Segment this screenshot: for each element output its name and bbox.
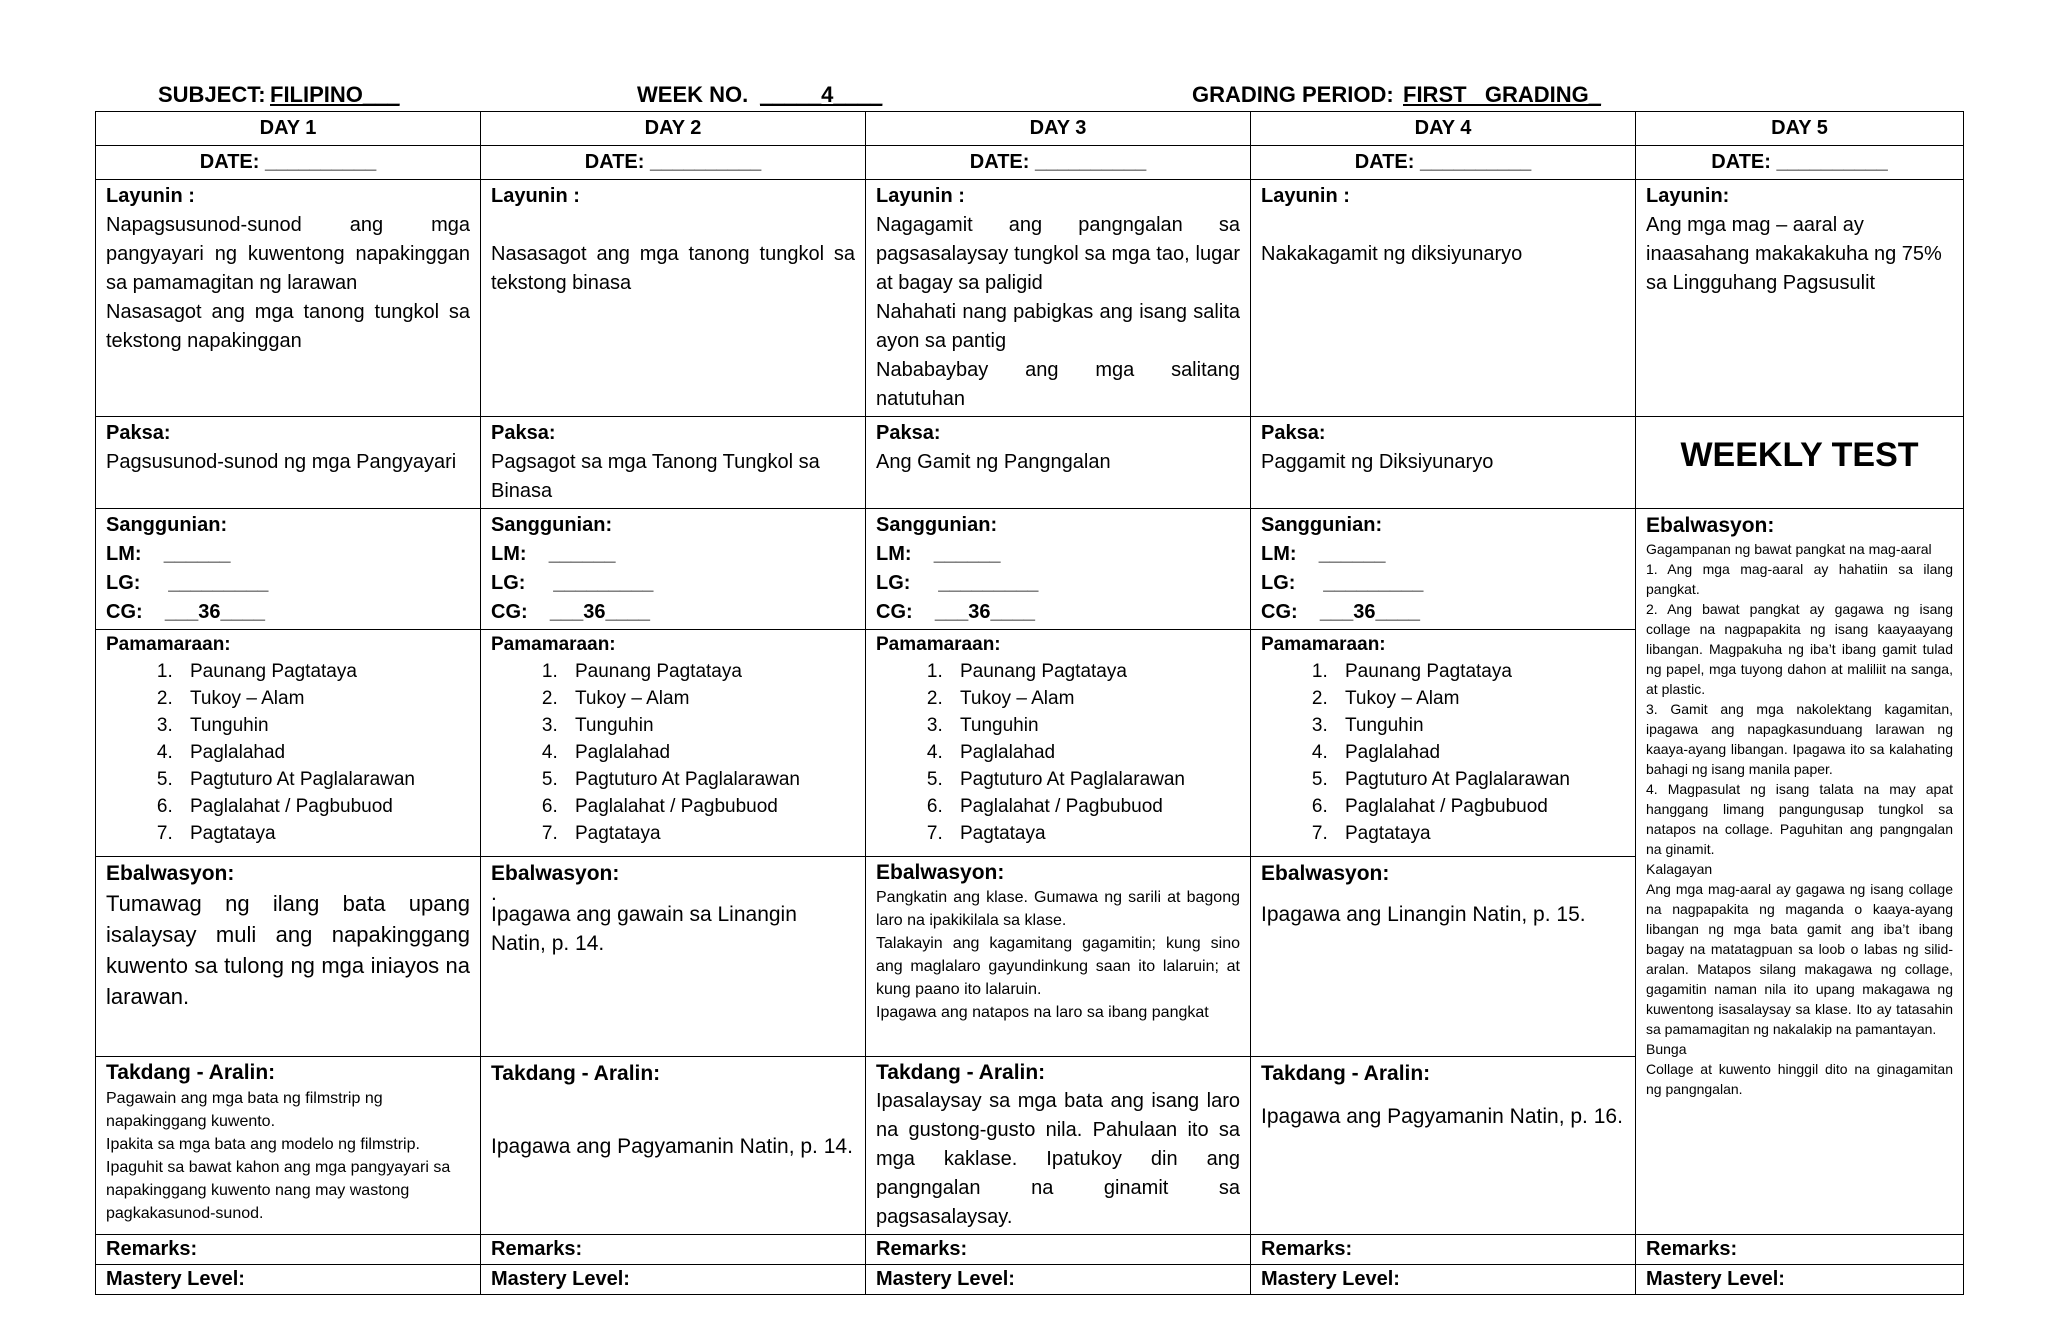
day-2-mastery: Mastery Level: <box>481 1265 866 1295</box>
ebalwasyon-intro: Gagampanan ng bawat pangkat na mag-aaral <box>1646 541 1932 557</box>
paksa-text: Ang Gamit ng Pangngalan <box>876 451 1111 473</box>
step-item: 5. Pagtuturo At Paglalarawan <box>1333 766 1625 793</box>
layunin-text: Nasasagot ang mga tanong tungkol sa tekstong napakinggan <box>106 301 470 352</box>
mastery-row <box>96 1265 1964 1295</box>
layunin-label: Layunin : <box>491 185 580 207</box>
day-1-header: DAY 1 <box>96 112 481 146</box>
bunga-label: Bunga <box>1646 1041 1687 1057</box>
sanggunian-label: Sanggunian: <box>876 514 998 536</box>
step-item: 7. Pagtataya <box>178 820 470 847</box>
day-3-layunin <box>866 180 1251 417</box>
step-item: 2. Tukoy – Alam <box>1333 685 1625 712</box>
step-item: 6. Paglalahat / Pagbubuod <box>563 793 855 820</box>
takdang-text: Ipaguhit sa bawat kahon ang mga pangyayari sa napakinggang kuwento nang may wastong pagkakasunod-sunod. <box>106 1159 451 1222</box>
day-3-date: DATE: __________ <box>866 146 1251 180</box>
day-2-sanggunian <box>481 509 866 630</box>
step-item: 4. Paglalahad <box>178 739 470 766</box>
step-item: 7. Pagtataya <box>1333 820 1625 847</box>
day-1-layunin <box>96 180 481 417</box>
takdang-text: Ipasalaysay sa mga bata ang isang laro na gustong-gusto nila. Pahulaan ito sa mga kaklase. Ipatukoy din ang pangngalan na ginamit sa pagsasalaysay. <box>876 1090 1240 1228</box>
paksa-text: Pagsagot sa mga Tanong Tungkol sa Binasa <box>491 451 820 502</box>
kalagayan-label: Kalagayan <box>1646 861 1713 877</box>
day-4-sanggunian <box>1251 509 1636 630</box>
lg-ref: LG: _________ <box>491 572 654 594</box>
day-2-remarks: Remarks: <box>481 1235 866 1265</box>
day-4-ebalwasyon <box>1251 857 1636 1057</box>
cg-ref: CG: ___36____ <box>876 601 1035 623</box>
grading-period-value: FIRST GRADING_ <box>1403 82 1602 107</box>
week-label: WEEK NO. <box>637 82 755 107</box>
step-item: 3. Tunguhin <box>563 712 855 739</box>
day-2-date: DATE: __________ <box>481 146 866 180</box>
day-3-paksa <box>866 417 1251 509</box>
ebalwasyon-label: Ebalwasyon: <box>876 861 1005 884</box>
day-4-layunin <box>1251 180 1636 417</box>
layunin-label: Layunin: <box>1646 185 1730 207</box>
step-item: 4. Paglalahad <box>563 739 855 766</box>
day-5-date: DATE: __________ <box>1636 146 1964 180</box>
step-item: 3. Tunguhin <box>1333 712 1625 739</box>
day-1-paksa <box>96 417 481 509</box>
weekly-lesson-plan-table <box>95 111 1964 1295</box>
day-1-mastery: Mastery Level: <box>96 1265 481 1295</box>
ebalwasyon-dot: . <box>491 882 497 905</box>
step-item: 7. Pagtataya <box>948 820 1240 847</box>
takdang-text: Ipagawa ang Pagyamanin Natin, p. 16. <box>1261 1105 1623 1128</box>
step-item: 6. Paglalahat / Pagbubuod <box>1333 793 1625 820</box>
day-1-ebalwasyon <box>96 857 481 1057</box>
step-item: 7. Pagtataya <box>563 820 855 847</box>
day-4-pamamaraan <box>1251 630 1636 857</box>
day-3-pamamaraan <box>866 630 1251 857</box>
day-1-takdang-aralin <box>96 1057 481 1235</box>
day-3-takdang-aralin <box>866 1057 1251 1235</box>
takdang-label: Takdang - Aralin: <box>1261 1062 1431 1085</box>
ebalwasyon-text: Ipagawa ang gawain sa Linangin Natin, p. 14. <box>491 903 797 955</box>
day-5-paksa <box>1636 417 1964 509</box>
lg-ref: LG: _________ <box>1261 572 1424 594</box>
day-2-takdang-aralin <box>481 1057 866 1235</box>
ebalwasyon-label: Ebalwasyon: <box>106 862 235 885</box>
lg-ref: LG: _________ <box>876 572 1039 594</box>
cg-ref: CG: ___36____ <box>491 601 650 623</box>
step-item: 6. Paglalahat / Pagbubuod <box>948 793 1240 820</box>
day-4-takdang-aralin <box>1251 1057 1636 1235</box>
pamamaraan-label: Pamamaraan: <box>491 634 616 655</box>
day-1-sanggunian <box>96 509 481 630</box>
day-3-mastery: Mastery Level: <box>866 1265 1251 1295</box>
paksa-text: Paggamit ng Diksiyunaryo <box>1261 451 1494 473</box>
day-3-remarks: Remarks: <box>866 1235 1251 1265</box>
layunin-text: Nababaybay ang mga salitang natutuhan <box>876 359 1240 410</box>
paksa-label: Paksa: <box>106 422 171 444</box>
layunin-label: Layunin : <box>1261 185 1350 207</box>
kalagayan-text: Ang mga mag-aaral ay gagawa ng isang collage na nagpapakita ng maganda o kaaya-ayang libangan ng mga bata gamit ang iba’t ibang bagay na matatagpuan sa loob o labas ng silid-aralan. Matapos silang makagawa ng collage, gagamitin naman nila ito upang makagawa ng kuwentong isasalaysay sa klase. Ito ay tatasahin sa pamamagitan ng nakalakip na pamantayan. <box>1646 881 1953 1037</box>
day-2-layunin <box>481 180 866 417</box>
day-5-layunin <box>1636 180 1964 417</box>
ebalwasyon-item: 4. Magpasulat ng isang talata na may apat hanggang limang pangungusap tungkol sa natapos na collage. Paguhitan ang pangngalan na ginamit. <box>1646 781 1953 857</box>
day-2-ebalwasyon <box>481 857 866 1057</box>
day-header-row <box>96 112 1964 146</box>
grading-period-label: GRADING PERIOD: <box>1192 82 1400 107</box>
ebalwasyon-text: Ipagawa ang Linangin Natin, p. 15. <box>1261 903 1586 926</box>
paksa-label: Paksa: <box>876 422 941 444</box>
ebalwasyon-label: Ebalwasyon: <box>1261 862 1390 885</box>
layunin-row <box>96 180 1964 417</box>
takdang-label: Takdang - Aralin: <box>106 1061 276 1084</box>
step-item: 5. Pagtuturo At Paglalarawan <box>563 766 855 793</box>
weekly-test-title: WEEKLY TEST <box>1680 436 1919 474</box>
paksa-text: Pagsusunod-sunod ng mga Pangyayari <box>106 451 457 473</box>
lm-ref: LM: ______ <box>106 543 231 565</box>
bunga-text: Collage at kuwento hinggil dito na ginagamitan ng pangngalan. <box>1646 1061 1953 1097</box>
ebalwasyon-label: Ebalwasyon: <box>491 862 620 885</box>
step-item: 6. Paglalahat / Pagbubuod <box>178 793 470 820</box>
takdang-label: Takdang - Aralin: <box>491 1062 661 1085</box>
sanggunian-label: Sanggunian: <box>491 514 613 536</box>
layunin-text: Nasasagot ang mga tanong tungkol sa tekstong binasa <box>491 243 855 294</box>
day-2-paksa <box>481 417 866 509</box>
lm-ref: LM: ______ <box>876 543 1001 565</box>
step-item: 1. Paunang Pagtataya <box>1333 658 1625 685</box>
takdang-label: Takdang - Aralin: <box>876 1061 1046 1084</box>
layunin-text: Napagsusunod-sunod ang mga pangyayari ng kuwentong napakinggan sa pamamagitan ng larawan <box>106 214 470 294</box>
step-item: 1. Paunang Pagtataya <box>178 658 470 685</box>
paksa-label: Paksa: <box>1261 422 1326 444</box>
paksa-label: Paksa: <box>491 422 556 444</box>
day-1-pamamaraan <box>96 630 481 857</box>
layunin-text: Nagagamit ang pangngalan sa pagsasalaysay tungkol sa mga tao, lugar at bagay sa paligid <box>876 214 1240 294</box>
day-3-header: DAY 3 <box>866 112 1251 146</box>
pamamaraan-steps <box>106 658 470 847</box>
sanggunian-label: Sanggunian: <box>106 514 228 536</box>
takdang-text: Ipagawa ang Pagyamanin Natin, p. 14. <box>491 1135 853 1158</box>
step-item: 1. Paunang Pagtataya <box>948 658 1240 685</box>
lm-ref: LM: ______ <box>491 543 616 565</box>
step-item: 2. Tukoy – Alam <box>948 685 1240 712</box>
layunin-text: Nahahati nang pabigkas ang isang salita ayon sa pantig <box>876 301 1240 352</box>
day-4-paksa <box>1251 417 1636 509</box>
day-1-date: DATE: __________ <box>96 146 481 180</box>
subject-value: FILIPINO___ <box>270 82 400 107</box>
day-2-pamamaraan <box>481 630 866 857</box>
pamamaraan-steps <box>876 658 1240 847</box>
layunin-text: Ang mga mag – aaral ay inaasahang makakakuha ng 75% sa Lingguhang Pagsusulit <box>1646 214 1942 294</box>
ebalwasyon-text: Pangkatin ang klase. Gumawa ng sarili at bagong laro na ipakikilala sa klase. <box>876 889 1240 929</box>
remarks-row <box>96 1235 1964 1265</box>
step-item: 2. Tukoy – Alam <box>563 685 855 712</box>
ebalwasyon-label: Ebalwasyon: <box>1646 514 1775 537</box>
step-item: 3. Tunguhin <box>178 712 470 739</box>
day-1-remarks: Remarks: <box>96 1235 481 1265</box>
ebalwasyon-text: Ipagawa ang natapos na laro sa ibang pangkat <box>876 1004 1209 1021</box>
takdang-text: Ipakita sa mga bata ang modelo ng filmstrip. <box>106 1136 420 1153</box>
lg-ref: LG: _________ <box>106 572 269 594</box>
day-5-ebalwasyon <box>1636 509 1964 1235</box>
step-item: 5. Pagtuturo At Paglalarawan <box>948 766 1240 793</box>
ebalwasyon-item: 1. Ang mga mag-aaral ay hahatiin sa ilang pangkat. <box>1646 561 1953 597</box>
day-5-remarks: Remarks: <box>1636 1235 1964 1265</box>
day-4-remarks: Remarks: <box>1251 1235 1636 1265</box>
step-item: 2. Tukoy – Alam <box>178 685 470 712</box>
ebalwasyon-item: 3. Gamit ang mga nakolektang kagamitan, ipagawa ang napagkasunduang larawan ng kaaya-ayang libangan. Ipagawa ito sa kalahating bahagi ng isang manila paper. <box>1646 701 1953 777</box>
day-3-sanggunian <box>866 509 1251 630</box>
day-5-mastery: Mastery Level: <box>1636 1265 1964 1295</box>
day-4-header: DAY 4 <box>1251 112 1636 146</box>
day-3-ebalwasyon <box>866 857 1251 1057</box>
day-4-mastery: Mastery Level: <box>1251 1265 1636 1295</box>
sanggunian-label: Sanggunian: <box>1261 514 1383 536</box>
ebalwasyon-text: Talakayin ang kagamitang gagamitin; kung sino ang maglalaro gayundinkung saan ito lalaruin; at kung paano ito lalaruin. <box>876 935 1240 998</box>
step-item: 4. Paglalahad <box>948 739 1240 766</box>
week-value: _____4____ <box>760 82 883 107</box>
layunin-label: Layunin : <box>876 185 965 207</box>
step-item: 4. Paglalahad <box>1333 739 1625 766</box>
pamamaraan-label: Pamamaraan: <box>1261 634 1386 655</box>
day-4-date: DATE: __________ <box>1251 146 1636 180</box>
pamamaraan-steps <box>1261 658 1625 847</box>
cg-ref: CG: ___36____ <box>106 601 265 623</box>
ebalwasyon-text: Tumawag ng ilang bata upang isalaysay muli ang napakinggang kuwento sa tulong ng mga iniayos na larawan. <box>106 891 470 1009</box>
date-row <box>96 146 1964 180</box>
step-item: 1. Paunang Pagtataya <box>563 658 855 685</box>
day-5-header: DAY 5 <box>1636 112 1964 146</box>
day-2-header: DAY 2 <box>481 112 866 146</box>
pamamaraan-label: Pamamaraan: <box>876 634 1001 655</box>
subject-label: SUBJECT: <box>158 82 272 107</box>
pamamaraan-steps <box>491 658 855 847</box>
step-item: 3. Tunguhin <box>948 712 1240 739</box>
sanggunian-row <box>96 509 1964 630</box>
paksa-row <box>96 417 1964 509</box>
pamamaraan-label: Pamamaraan: <box>106 634 231 655</box>
ebalwasyon-item: 2. Ang bawat pangkat ay gagawa ng isang collage na nagpapakita ng isang kaayaayang libangan. Magpakuha ng iba’t ibang gamit tulad ng papel, mga tuyong dahon at maliliit na sanga, at plastic. <box>1646 601 1953 697</box>
takdang-text: Pagawain ang mga bata ng filmstrip ng napakinggang kuwento. <box>106 1090 383 1130</box>
cg-ref: CG: ___36____ <box>1261 601 1420 623</box>
lesson-plan-header <box>0 82 2048 112</box>
step-item: 5. Pagtuturo At Paglalarawan <box>178 766 470 793</box>
lm-ref: LM: ______ <box>1261 543 1386 565</box>
layunin-text: Nakakagamit ng diksiyunaryo <box>1261 243 1523 265</box>
layunin-label: Layunin : <box>106 185 195 207</box>
